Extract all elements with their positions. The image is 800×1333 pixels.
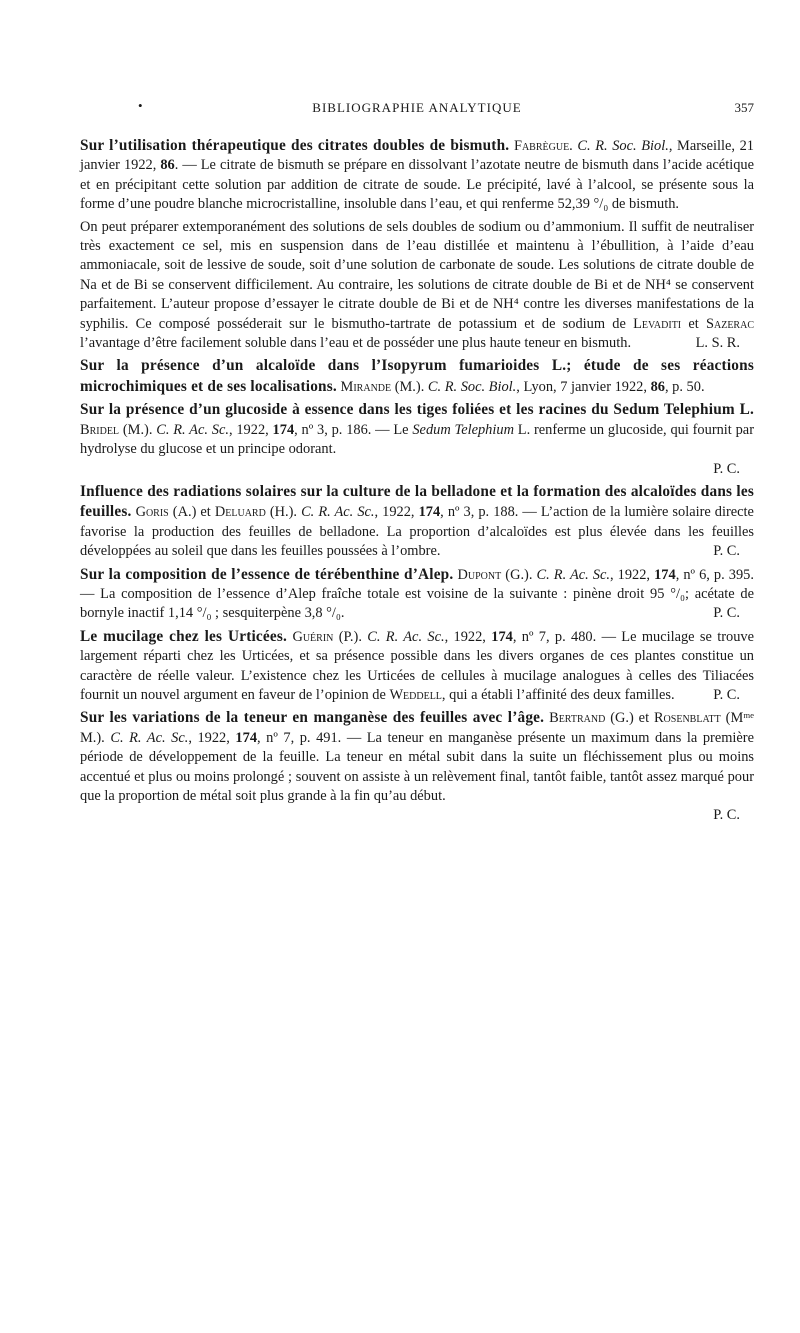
entry-details: , 1922, bbox=[188, 729, 230, 746]
entry-body: , nº 3, p. 186. — Le bbox=[294, 421, 413, 438]
entry-citation: C. R. Soc. Biol. bbox=[427, 378, 517, 395]
entry-title: Sur la présence d’un alcaloïde dans l’Isopyrum fumarioides L.; étude de ses réactions microchimiques et de ses localisations. bbox=[80, 357, 754, 395]
entry-title: Sur les variations de la teneur en manganèse des feuilles avec l’âge. bbox=[80, 709, 545, 727]
entry-volume: 174 bbox=[418, 504, 441, 521]
entry-body: , p. 50. bbox=[664, 378, 705, 395]
entry-belladone bbox=[80, 482, 754, 562]
entry-body-second: On peut préparer extemporanément des solutions de sels doubles de sodium ou d’ammonium. Il suffit de neutraliser très exactement ce sel, mis en suspension dans de l’eau distillée et maintenu à l’ébullition, à l’aide d’eau ammoniacale, soit de lessive de soude, soit d’une solution de carbonate de soude. Les solutions de citrate double de Na et de Bi se conservent difficilement. Au contraire, les solutions de citrate double de Bi et de NH⁴ se conservent parfaitement. L’auteur propose d’essayer le citrate double de Bi et de NH⁴ contre les diverses manifestations de la syphilis. Ce composé posséderait sur le bismutho-tartrate de potassium et de sodium de bbox=[80, 218, 754, 332]
entry-sedum bbox=[80, 400, 754, 479]
page-number: 357 bbox=[734, 100, 754, 115]
entry-details: , 1922, bbox=[228, 421, 269, 438]
header-marker: • bbox=[138, 98, 143, 113]
entry-citation: C. R. Ac. Sc. bbox=[301, 504, 375, 521]
entry-author-initial: (G.). bbox=[501, 566, 533, 583]
entry-details: , Lyon, 7 janvier 1922, bbox=[516, 378, 647, 395]
entry-body-third: l’avantage d’être facilement soluble dans l’eau et de posséder une plus haute teneur en bismuth. bbox=[80, 335, 632, 352]
entry-author: Dupont bbox=[457, 566, 502, 583]
entry-author-initial: (P.). bbox=[333, 628, 362, 645]
conjunction: et bbox=[681, 315, 706, 332]
entry-citation: C. R. Soc. Biol. bbox=[577, 138, 669, 154]
running-header bbox=[80, 98, 754, 120]
entry-author-second: Rosenblatt bbox=[653, 710, 721, 727]
entry-body: . — Le citrate de bismuth se prépare en dissolvant l’azotate neutre de bismuth dans l’acide acétique et en précipitant cette solution par addition de citrate de soude. Le précipité, lavé à l’alcool, se présente sous la forme d’une poudre blanche microcristalline, insoluble dans l’eau, et qui renferme 52,39 °/₀ de bismuth. bbox=[80, 157, 754, 213]
entry-volume: 174 bbox=[272, 421, 295, 438]
entry-signature: L. S. R. bbox=[695, 335, 740, 352]
entry-author: Fabrègue. bbox=[513, 138, 573, 154]
entry-body: , nº 3, p. 188. — L’action de la lumière solaire directe favorise la production des feuilles de belladone. La proportion d’alcaloïdes est plus élevée dans les feuilles développées au soleil que dans les feuilles poussées à l’ombre. bbox=[80, 504, 754, 560]
entry-details: , Marseille, 21 janvier 1922, bbox=[80, 138, 754, 174]
entry-author: Mirande bbox=[340, 378, 392, 395]
person-name: Sazerac bbox=[705, 315, 754, 332]
entry-author: Goris bbox=[135, 504, 169, 521]
entry-author-second: Deluard bbox=[214, 504, 266, 521]
entry-mucilage bbox=[80, 627, 754, 706]
entry-title: Sur l’utilisation thérapeutique des citrates doubles de bismuth. bbox=[80, 137, 510, 154]
entry-author: Bridel bbox=[80, 421, 120, 438]
entry-signature: P. C. bbox=[713, 807, 740, 824]
entry-volume: 86 bbox=[160, 157, 175, 174]
entry-citrates-bismuth-continued bbox=[80, 218, 754, 354]
entry-title: Influence des radiations solaires sur la culture de la belladone et la formation des alcaloïdes dans les feuilles. bbox=[80, 482, 754, 521]
entry-citation: C. R. Ac. Sc. bbox=[536, 566, 610, 583]
entry-author-second-initial: (H.). bbox=[265, 504, 298, 521]
entry-author-initial: (G.) et bbox=[605, 710, 654, 727]
entry-citation: C. R. Ac. Sc. bbox=[156, 421, 229, 438]
entry-signature: P. C. bbox=[713, 686, 740, 703]
entry-details: , 1922, bbox=[444, 628, 486, 645]
entry-title: Sur la composition de l’essence de térébenthine d’Alep. bbox=[80, 565, 454, 583]
entry-citation: C. R. Ac. Sc. bbox=[367, 628, 445, 645]
page bbox=[80, 98, 754, 826]
entry-citation: C. R. Ac. Sc. bbox=[110, 729, 189, 746]
entry-author-initial: (M.). bbox=[119, 421, 153, 438]
entry-citrates-bismuth bbox=[80, 136, 754, 215]
entry-volume: 174 bbox=[235, 729, 258, 746]
entry-details: , 1922, bbox=[609, 566, 651, 583]
entry-title: Sur la présence d’un glucoside à essence dans les tiges foliées et les racines du Sedum Telephium L. bbox=[80, 401, 754, 419]
person-name: Weddell bbox=[389, 686, 442, 703]
entry-body-end: L. renferme un glucoside, qui fournit par hydrolyse du glucose et un principe odorant. bbox=[80, 421, 754, 458]
entry-signature: P. C. bbox=[713, 543, 740, 560]
entry-signature: P. C. bbox=[713, 460, 740, 477]
entry-manganese bbox=[80, 708, 754, 825]
entry-author-second-initial: (Mᵐᵉ M.). bbox=[80, 710, 754, 746]
entry-volume: 174 bbox=[654, 566, 676, 583]
entry-terebenthine bbox=[80, 565, 754, 624]
species-name: Sedum Telephium bbox=[412, 421, 514, 438]
entry-details: , 1922, bbox=[374, 504, 415, 521]
entry-body: , nº 7, p. 480. — Le mucilage se trouve largement réparti chez les Urticées, et sa présence possible dans les divers organes de ces plantes constitue un caractère de réelle valeur. L’existence chez les Urticées de cellules à mucilage analogues à celles des Tiliacées fournit un nouvel argument en faveur de l’opinion de bbox=[80, 628, 754, 703]
entry-body: , nº 6, p. 395. — La composition de l’essence d’Alep fraîche totale est voisine de la suivante : pinène droit 95 °/₀; acétate de bornyle inactif 1,14 °/₀ ; sesquiterpène 3,8 °/₀. bbox=[80, 566, 754, 622]
entry-author-initial: (A.) et bbox=[168, 504, 215, 521]
entry-volume: 86 bbox=[650, 378, 665, 395]
entry-isopyrum bbox=[80, 356, 754, 397]
header-title: BIBLIOGRAPHIE ANALYTIQUE bbox=[312, 100, 522, 115]
entry-body-end: , qui a établi l’affinité des deux familles. bbox=[441, 686, 675, 703]
entry-body: , nº 7, p. 491. — La teneur en manganèse présente un maximum dans la première période de développement de la feuille. La teneur en métal subit dans la suite un fléchissement plus ou moins accentué et plus ou moins prolongé ; souvent on assiste à un relèvement final, tantôt faible, tantôt assez marqué pour que la proportion de métal soit plus grande à la fin qu’au début. bbox=[80, 729, 754, 804]
entry-author: Guérin bbox=[292, 628, 334, 645]
person-name: Levaditi bbox=[633, 315, 682, 332]
entry-author: Bertrand bbox=[549, 710, 606, 727]
entry-author-initial: (M.). bbox=[391, 378, 425, 395]
entry-volume: 174 bbox=[491, 628, 513, 645]
entry-signature: P. C. bbox=[713, 605, 740, 622]
entry-title: Le mucilage chez les Urticées. bbox=[80, 627, 288, 645]
